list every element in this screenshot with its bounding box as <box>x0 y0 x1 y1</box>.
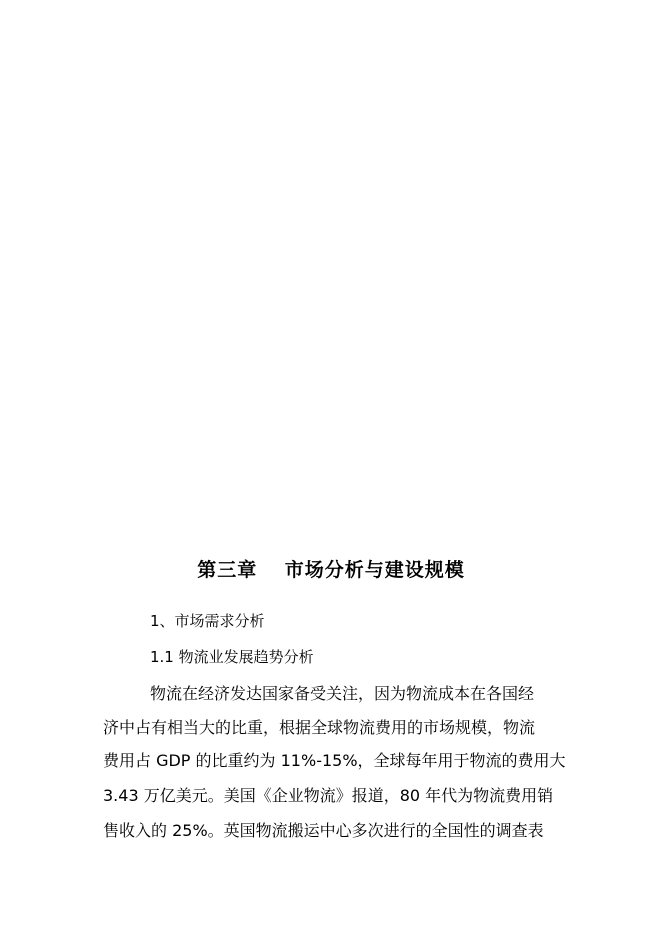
subsection-heading: 1.1 物流业发展趋势分析 <box>150 648 314 666</box>
paragraph-line: 物流在经济发达国家备受关注，因为物流成本在各国经 <box>150 684 535 703</box>
paragraph-line: 济中占有相当大的比重，根据全球物流费用的市场规模，物流 <box>103 718 536 737</box>
paragraph-line: 费用占 GDP 的比重约为 11%-15%，全球每年用于物流的费用大 <box>103 751 566 770</box>
paragraph-line: 3.43 万亿美元。美国《企业物流》报道，80 年代为物流费用销 <box>103 786 554 805</box>
chapter-title: 第三章 市场分析与建设规模 <box>197 559 465 581</box>
paragraph-line: 售收入的 25%。英国物流搬运中心多次进行的全国性的调查表 <box>103 821 544 840</box>
section-heading: 1、市场需求分析 <box>150 612 265 630</box>
